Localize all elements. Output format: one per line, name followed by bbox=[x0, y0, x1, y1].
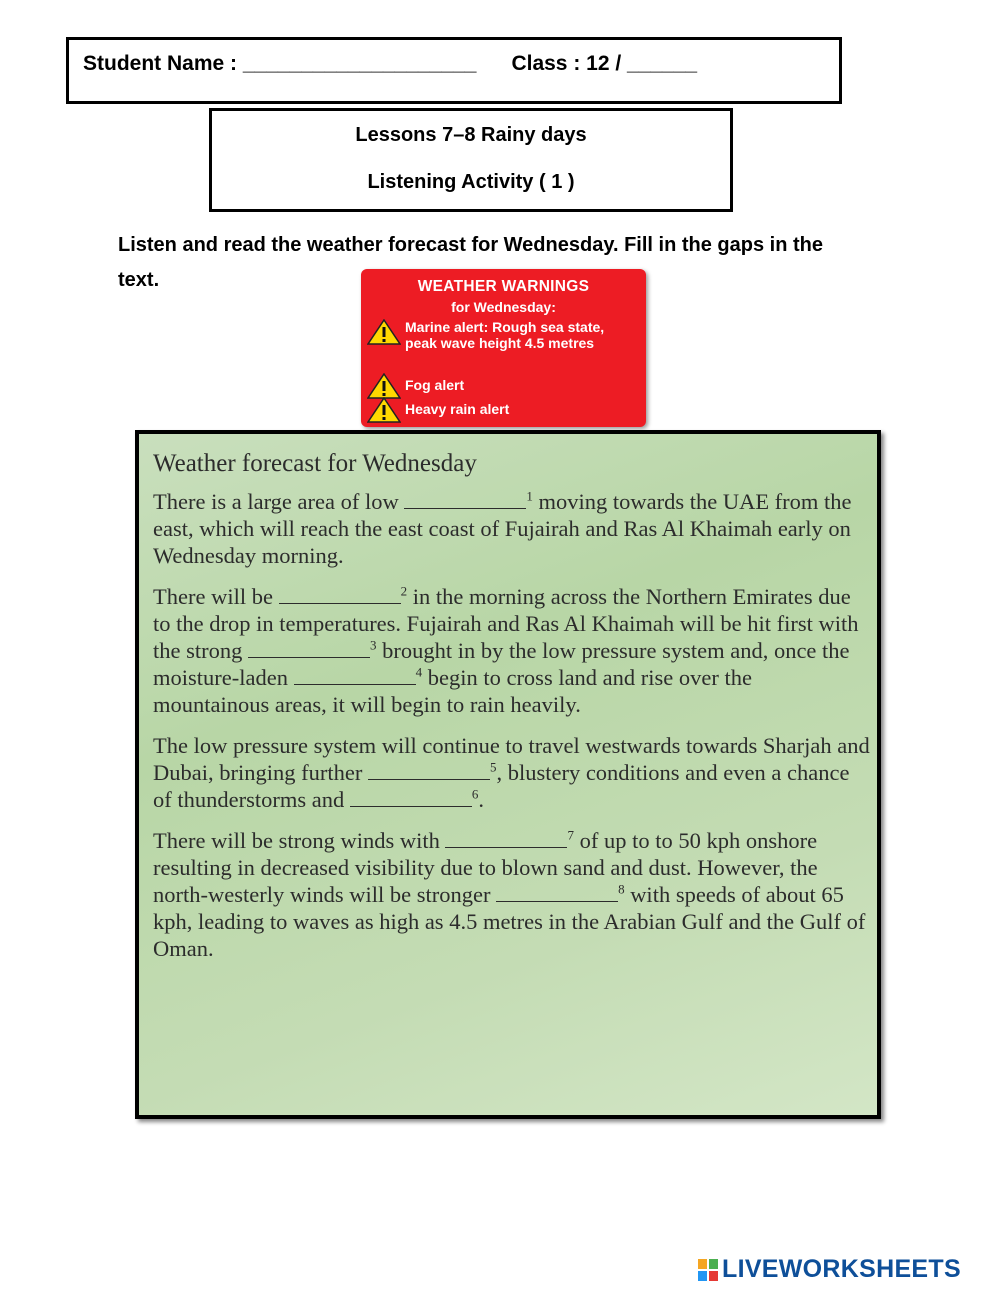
gap-number: 5 bbox=[489, 759, 497, 775]
warnings-subtitle: for Wednesday: bbox=[451, 299, 556, 315]
paragraph-text: of up to to 50 kph onshore resulting in decreased visibility due to blown sand and dust. However, the north-westerly winds will be stronger bbox=[153, 828, 818, 907]
class-label: Class : 12 / ______ bbox=[511, 52, 698, 75]
gap-blank[interactable] bbox=[279, 585, 401, 604]
logo-text: LIVEWORKSHEETS bbox=[722, 1255, 961, 1283]
instructions: Listen and read the weather forecast for Wednesday. Fill in the gaps in the text. bbox=[118, 234, 823, 291]
paragraph-text: in the morning across the Northern Emirates due to the drop in temperatures. Fujairah and Ras Al Khaimah will be hit first with the strong bbox=[153, 584, 859, 663]
weather-warnings-card bbox=[361, 269, 646, 427]
gap-number: 1 bbox=[526, 488, 533, 504]
gap-blank[interactable] bbox=[496, 883, 618, 902]
paragraph-text: brought in by the low pressure system and, once the moisture-laden bbox=[153, 638, 850, 690]
warning-item-text: Heavy rain alert bbox=[405, 401, 510, 417]
warning-triangle-icon bbox=[367, 373, 401, 399]
lesson-title: Lessons 7–8 Rainy days bbox=[355, 124, 587, 146]
gap-number: 7 bbox=[567, 827, 574, 843]
gap-blank[interactable] bbox=[350, 788, 472, 807]
warnings-title: WEATHER WARNINGS bbox=[417, 278, 590, 295]
gap-blank[interactable] bbox=[248, 639, 370, 658]
warning-triangle-icon bbox=[367, 397, 401, 423]
paragraph-text: The low pressure system will continue to travel westwards towards Sharjah and Dubai, bringing further bbox=[153, 733, 870, 785]
gap-number: 2 bbox=[400, 583, 408, 599]
gap-blank[interactable] bbox=[294, 666, 416, 685]
warning-item bbox=[367, 319, 615, 351]
paragraph-text: There will be bbox=[153, 584, 279, 609]
forecast-paragraph bbox=[153, 732, 873, 813]
forecast-panel bbox=[135, 430, 881, 1119]
paragraph-text: moving towards the UAE from the east, which will reach the east coast of Fujairah and Ras Al Khaimah early on Wednesday morning. bbox=[153, 489, 852, 568]
forecast-paragraph bbox=[153, 488, 873, 569]
gap-number: 3 bbox=[370, 637, 377, 653]
warning-item bbox=[367, 373, 615, 399]
paragraph-text: , blustery conditions and even a chance of thunderstorms and bbox=[153, 760, 850, 812]
paragraph-text: with speeds of about 65 kph, leading to waves as high as 4.5 metres in the Arabian Gulf and the Gulf of Oman. bbox=[153, 882, 866, 961]
gap-number: 8 bbox=[618, 881, 625, 897]
paragraph-text: . bbox=[478, 787, 484, 812]
student-info-box bbox=[66, 37, 842, 104]
warning-item-text: Marine alert: Rough sea state, peak wave height 4.5 metres bbox=[405, 319, 605, 351]
forecast-paragraph bbox=[153, 827, 873, 962]
warning-item-text: Fog alert bbox=[405, 377, 465, 393]
paragraph-text: There is a large area of low bbox=[153, 489, 405, 514]
activity-title: Listening Activity ( 1 ) bbox=[367, 171, 575, 193]
warning-triangle-icon bbox=[367, 319, 401, 345]
paragraph-text: There will be strong winds with bbox=[153, 828, 446, 853]
gap-blank[interactable] bbox=[368, 761, 490, 780]
warning-item bbox=[367, 397, 615, 423]
gap-blank[interactable] bbox=[404, 490, 526, 509]
gap-number: 6 bbox=[471, 786, 479, 802]
paragraph-text: begin to cross land and rise over the mountainous areas, it will begin to rain heavily. bbox=[153, 665, 753, 717]
student-info-line bbox=[83, 52, 697, 76]
forecast-text bbox=[153, 450, 873, 976]
liveworksheets-logo[interactable] bbox=[697, 1255, 961, 1284]
forecast-paragraph bbox=[153, 583, 873, 718]
lesson-title-box bbox=[209, 108, 733, 212]
student-name-label: Student Name : ____________________ bbox=[83, 52, 477, 75]
gap-number: 4 bbox=[415, 664, 423, 680]
liveworksheets-logo-icon bbox=[697, 1258, 719, 1282]
forecast-title: Weather forecast for Wednesday bbox=[153, 450, 477, 477]
gap-blank[interactable] bbox=[445, 829, 567, 848]
